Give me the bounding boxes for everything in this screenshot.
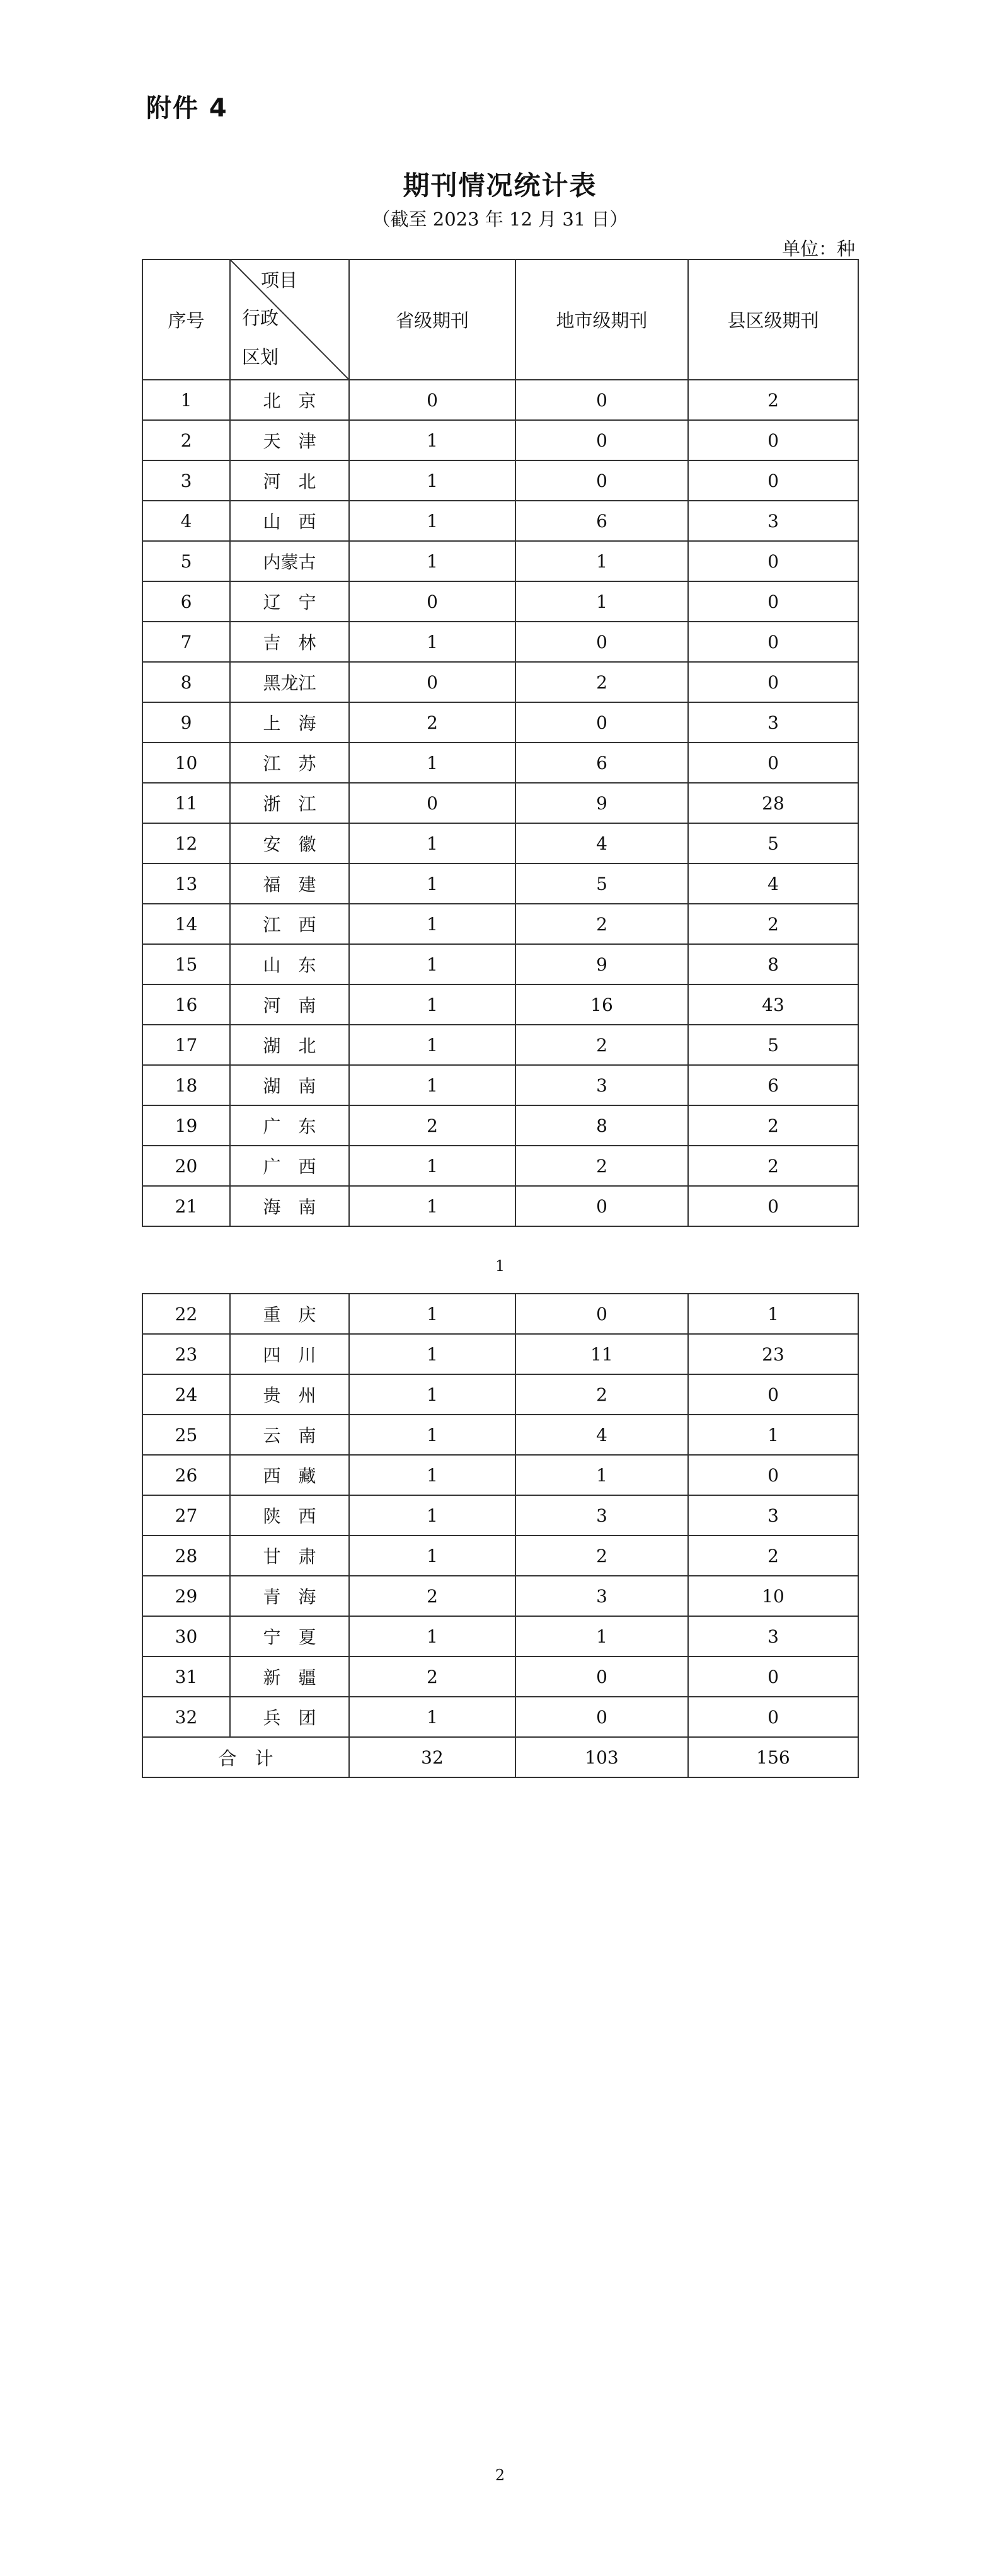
row-number: 9 [142, 702, 230, 743]
county-count: 10 [688, 1576, 858, 1616]
region-name: 上 海 [230, 702, 349, 743]
provincial-count: 1 [349, 1697, 515, 1737]
provincial-count: 1 [349, 501, 515, 541]
table-header-row [142, 259, 858, 380]
county-count: 2 [688, 904, 858, 944]
county-count: 1 [688, 1415, 858, 1455]
municipal-count: 16 [515, 984, 688, 1025]
municipal-count: 0 [515, 1656, 688, 1697]
table-row [142, 380, 858, 420]
region-name: 河 北 [230, 460, 349, 501]
county-count: 28 [688, 783, 858, 823]
row-number: 32 [142, 1697, 230, 1737]
table-row [142, 944, 858, 984]
municipal-count: 2 [515, 662, 688, 702]
municipal-count: 9 [515, 944, 688, 984]
municipal-count: 0 [515, 1186, 688, 1226]
region-name: 甘 肃 [230, 1536, 349, 1576]
table-row [142, 1455, 858, 1495]
page-title: 期刊情况统计表 [403, 170, 597, 201]
provincial-count: 1 [349, 622, 515, 662]
provincial-count: 1 [349, 944, 515, 984]
table-row [142, 743, 858, 783]
table-row [142, 1656, 858, 1697]
municipal-count: 11 [515, 1334, 688, 1374]
column-header-item: 项目 [261, 270, 298, 291]
table-row [142, 420, 858, 460]
municipal-count: 4 [515, 1415, 688, 1455]
provincial-count: 0 [349, 783, 515, 823]
row-header-admin: 行政 [242, 307, 279, 329]
region-name: 新 疆 [230, 1656, 349, 1697]
provincial-count: 1 [349, 1334, 515, 1374]
region-name: 湖 南 [230, 1065, 349, 1105]
provincial-count: 1 [349, 904, 515, 944]
table-row [142, 581, 858, 622]
provincial-count: 1 [349, 1536, 515, 1576]
municipal-count: 1 [515, 1455, 688, 1495]
county-count: 0 [688, 1697, 858, 1737]
table-row [142, 1536, 858, 1576]
municipal-count: 2 [515, 1025, 688, 1065]
provincial-count: 1 [349, 1025, 515, 1065]
total-row [142, 1737, 858, 1777]
region-name: 江 苏 [230, 743, 349, 783]
municipal-count: 1 [515, 581, 688, 622]
region-name: 青 海 [230, 1576, 349, 1616]
county-count: 0 [688, 460, 858, 501]
row-number: 24 [142, 1374, 230, 1415]
unit-label: 单位：种 [781, 238, 855, 259]
municipal-count: 0 [515, 380, 688, 420]
region-name: 四 川 [230, 1334, 349, 1374]
total-county: 156 [688, 1737, 858, 1777]
region-name: 福 建 [230, 863, 349, 904]
region-name: 兵 团 [230, 1697, 349, 1737]
table-row [142, 702, 858, 743]
municipal-count: 8 [515, 1105, 688, 1146]
municipal-count: 5 [515, 863, 688, 904]
table-row [142, 662, 858, 702]
table-row [142, 984, 858, 1025]
region-name: 天 津 [230, 420, 349, 460]
provincial-count: 1 [349, 863, 515, 904]
region-name: 湖 北 [230, 1025, 349, 1065]
county-count: 3 [688, 1616, 858, 1656]
provincial-count: 1 [349, 541, 515, 581]
provincial-count: 1 [349, 1616, 515, 1656]
provincial-count: 1 [349, 1186, 515, 1226]
row-number: 31 [142, 1656, 230, 1697]
provincial-count: 0 [349, 380, 515, 420]
column-header-municipal: 地市级期刊 [515, 259, 688, 380]
county-count: 23 [688, 1334, 858, 1374]
provincial-count: 2 [349, 702, 515, 743]
county-count: 1 [688, 1294, 858, 1334]
column-header-seq: 序号 [142, 259, 230, 380]
municipal-count: 6 [515, 743, 688, 783]
municipal-count: 9 [515, 783, 688, 823]
county-count: 2 [688, 1146, 858, 1186]
row-number: 13 [142, 863, 230, 904]
provincial-count: 1 [349, 1455, 515, 1495]
provincial-count: 2 [349, 1656, 515, 1697]
row-number: 14 [142, 904, 230, 944]
page-number: 1 [495, 1257, 505, 1275]
county-count: 0 [688, 1374, 858, 1415]
table-row [142, 1495, 858, 1536]
provincial-count: 1 [349, 1415, 515, 1455]
row-number: 1 [142, 380, 230, 420]
county-count: 3 [688, 501, 858, 541]
region-name: 重 庆 [230, 1294, 349, 1334]
region-name: 北 京 [230, 380, 349, 420]
county-count: 43 [688, 984, 858, 1025]
row-number: 19 [142, 1105, 230, 1146]
municipal-count: 1 [515, 1616, 688, 1656]
region-name: 海 南 [230, 1186, 349, 1226]
county-count: 5 [688, 1025, 858, 1065]
municipal-count: 2 [515, 1374, 688, 1415]
county-count: 0 [688, 662, 858, 702]
municipal-count: 6 [515, 501, 688, 541]
row-number: 18 [142, 1065, 230, 1105]
table-row [142, 622, 858, 662]
region-name: 江 西 [230, 904, 349, 944]
provincial-count: 1 [349, 1146, 515, 1186]
provincial-count: 1 [349, 823, 515, 863]
provincial-count: 1 [349, 1374, 515, 1415]
row-number: 27 [142, 1495, 230, 1536]
county-count: 0 [688, 1656, 858, 1697]
county-count: 2 [688, 1105, 858, 1146]
municipal-count: 3 [515, 1576, 688, 1616]
region-name: 山 西 [230, 501, 349, 541]
row-number: 16 [142, 984, 230, 1025]
row-header-zone: 区划 [242, 346, 279, 368]
row-number: 22 [142, 1294, 230, 1334]
table-row [142, 823, 858, 863]
region-name: 陕 西 [230, 1495, 349, 1536]
region-name: 辽 宁 [230, 581, 349, 622]
region-name: 安 徽 [230, 823, 349, 863]
provincial-count: 1 [349, 1065, 515, 1105]
county-count: 0 [688, 541, 858, 581]
county-count: 0 [688, 581, 858, 622]
row-number: 23 [142, 1334, 230, 1374]
page-number: 2 [495, 2466, 505, 2484]
county-count: 0 [688, 1455, 858, 1495]
county-count: 6 [688, 1065, 858, 1105]
table-row [142, 460, 858, 501]
table-row [142, 1146, 858, 1186]
region-name: 广 东 [230, 1105, 349, 1146]
county-count: 5 [688, 823, 858, 863]
row-number: 15 [142, 944, 230, 984]
municipal-count: 3 [515, 1495, 688, 1536]
table-row [142, 1576, 858, 1616]
row-number: 21 [142, 1186, 230, 1226]
column-header-county: 县区级期刊 [688, 259, 858, 380]
row-number: 26 [142, 1455, 230, 1495]
table-row [142, 1105, 858, 1146]
row-number: 3 [142, 460, 230, 501]
municipal-count: 4 [515, 823, 688, 863]
column-header-provincial: 省级期刊 [349, 259, 515, 380]
municipal-count: 0 [515, 702, 688, 743]
row-number: 30 [142, 1616, 230, 1656]
attachment-label: 附件 4 [146, 94, 228, 123]
row-number: 7 [142, 622, 230, 662]
region-name: 宁 夏 [230, 1616, 349, 1656]
county-count: 8 [688, 944, 858, 984]
region-name: 吉 林 [230, 622, 349, 662]
row-number: 8 [142, 662, 230, 702]
row-number: 4 [142, 501, 230, 541]
table-row [142, 1616, 858, 1656]
table-row [142, 1294, 858, 1334]
county-count: 0 [688, 622, 858, 662]
county-count: 0 [688, 743, 858, 783]
municipal-count: 2 [515, 904, 688, 944]
table-row [142, 904, 858, 944]
region-name: 黑龙江 [230, 662, 349, 702]
row-number: 11 [142, 783, 230, 823]
row-number: 29 [142, 1576, 230, 1616]
row-number: 17 [142, 1025, 230, 1065]
row-number: 12 [142, 823, 230, 863]
municipal-count: 2 [515, 1146, 688, 1186]
municipal-count: 1 [515, 541, 688, 581]
page-subtitle: （截至 2023 年 12 月 31 日） [372, 208, 628, 230]
provincial-count: 1 [349, 1294, 515, 1334]
provincial-count: 0 [349, 581, 515, 622]
table-row [142, 1415, 858, 1455]
row-number: 10 [142, 743, 230, 783]
table-row [142, 1697, 858, 1737]
row-number: 25 [142, 1415, 230, 1455]
row-number: 28 [142, 1536, 230, 1576]
total-label: 合 计 [142, 1737, 349, 1777]
row-number: 20 [142, 1146, 230, 1186]
provincial-count: 1 [349, 420, 515, 460]
total-provincial: 32 [349, 1737, 515, 1777]
county-count: 3 [688, 1495, 858, 1536]
provincial-count: 2 [349, 1576, 515, 1616]
table-row [142, 501, 858, 541]
provincial-count: 1 [349, 1495, 515, 1536]
table-row [142, 863, 858, 904]
table-row [142, 1025, 858, 1065]
county-count: 2 [688, 380, 858, 420]
county-count: 2 [688, 1536, 858, 1576]
row-number: 2 [142, 420, 230, 460]
table-row [142, 1334, 858, 1374]
municipal-count: 0 [515, 622, 688, 662]
provincial-count: 1 [349, 743, 515, 783]
region-name: 西 藏 [230, 1455, 349, 1495]
municipal-count: 0 [515, 1697, 688, 1737]
municipal-count: 2 [515, 1536, 688, 1576]
statistics-table-part-2 [142, 1293, 859, 1778]
statistics-table-part-1 [142, 259, 859, 1227]
provincial-count: 1 [349, 984, 515, 1025]
region-name: 河 南 [230, 984, 349, 1025]
table-row [142, 1186, 858, 1226]
table-row [142, 541, 858, 581]
region-name: 浙 江 [230, 783, 349, 823]
municipal-count: 0 [515, 460, 688, 501]
provincial-count: 2 [349, 1105, 515, 1146]
municipal-count: 3 [515, 1065, 688, 1105]
provincial-count: 1 [349, 460, 515, 501]
provincial-count: 0 [349, 662, 515, 702]
municipal-count: 0 [515, 420, 688, 460]
county-count: 3 [688, 702, 858, 743]
region-name: 内蒙古 [230, 541, 349, 581]
diagonal-header-cell [230, 259, 349, 380]
county-count: 0 [688, 1186, 858, 1226]
municipal-count: 0 [515, 1294, 688, 1334]
row-number: 6 [142, 581, 230, 622]
county-count: 4 [688, 863, 858, 904]
row-number: 5 [142, 541, 230, 581]
table-row [142, 1374, 858, 1415]
table-row [142, 783, 858, 823]
region-name: 云 南 [230, 1415, 349, 1455]
region-name: 广 西 [230, 1146, 349, 1186]
county-count: 0 [688, 420, 858, 460]
region-name: 贵 州 [230, 1374, 349, 1415]
total-municipal: 103 [515, 1737, 688, 1777]
table-row [142, 1065, 858, 1105]
region-name: 山 东 [230, 944, 349, 984]
